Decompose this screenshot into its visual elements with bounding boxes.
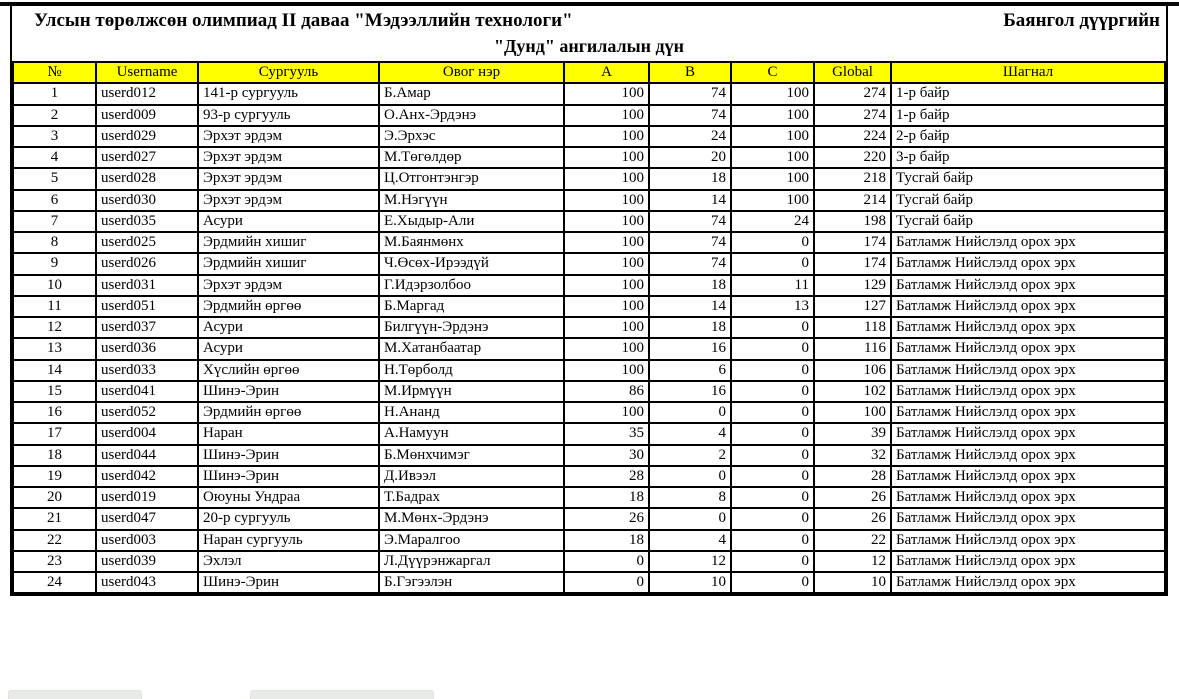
- cell-name: А.Намуун: [379, 423, 564, 444]
- cell-school: Наран: [198, 423, 379, 444]
- header-global: Global: [814, 62, 891, 83]
- cell-award: 1-р байр: [891, 83, 1165, 104]
- cell-number: 16: [13, 402, 96, 423]
- cell-award: Батламж Нийслэлд орох эрх: [891, 466, 1165, 487]
- cell-school: Эрхэт эрдэм: [198, 275, 379, 296]
- table-row: [13, 402, 1165, 423]
- cell-score-b: 10: [649, 572, 731, 593]
- cell-name: Билгүүн-Эрдэнэ: [379, 317, 564, 338]
- cell-score-c: 100: [731, 190, 814, 211]
- cell-award: Тусгай байр: [891, 168, 1165, 189]
- cell-score-b: 74: [649, 211, 731, 232]
- cell-score-b: 74: [649, 83, 731, 104]
- cell-global: 22: [814, 530, 891, 551]
- cell-number: 11: [13, 296, 96, 317]
- cell-award: Тусгай байр: [891, 190, 1165, 211]
- cell-school: Шинэ-Эрин: [198, 572, 379, 593]
- cell-score-b: 0: [649, 508, 731, 529]
- cell-name: Б.Гэгээлэн: [379, 572, 564, 593]
- cell-score-c: 0: [731, 551, 814, 572]
- cell-score-a: 35: [564, 423, 649, 444]
- cell-username: userd041: [96, 381, 198, 402]
- cell-name: Т.Бадрах: [379, 487, 564, 508]
- cell-name: Н.Төрболд: [379, 360, 564, 381]
- bottom-cutoff-artifact-2: [250, 690, 434, 699]
- cell-name: Е.Хыдыр-Али: [379, 211, 564, 232]
- cell-award: Батламж Нийслэлд орох эрх: [891, 530, 1165, 551]
- cell-username: userd028: [96, 168, 198, 189]
- cell-number: 15: [13, 381, 96, 402]
- cell-number: 3: [13, 126, 96, 147]
- cell-score-a: 0: [564, 551, 649, 572]
- cell-score-b: 18: [649, 168, 731, 189]
- header-username: Username: [96, 62, 198, 83]
- cell-username: userd004: [96, 423, 198, 444]
- cell-score-a: 0: [564, 572, 649, 593]
- cell-name: Н.Ананд: [379, 402, 564, 423]
- cell-name: Б.Мөнхчимэг: [379, 445, 564, 466]
- cell-name: Д.Ивээл: [379, 466, 564, 487]
- cell-school: Шинэ-Эрин: [198, 445, 379, 466]
- cell-score-a: 100: [564, 126, 649, 147]
- results-sheet: [10, 2, 1168, 596]
- cell-global: 220: [814, 147, 891, 168]
- cell-score-b: 2: [649, 445, 731, 466]
- table-row: [13, 253, 1165, 274]
- cell-score-b: 12: [649, 551, 731, 572]
- header-name: Овог нэр: [379, 62, 564, 83]
- cell-school: Асури: [198, 211, 379, 232]
- cell-score-b: 18: [649, 275, 731, 296]
- cell-score-a: 100: [564, 253, 649, 274]
- cell-score-b: 6: [649, 360, 731, 381]
- cell-score-b: 14: [649, 190, 731, 211]
- cell-award: Батламж Нийслэлд орох эрх: [891, 402, 1165, 423]
- table-row: [13, 530, 1165, 551]
- table-row: [13, 296, 1165, 317]
- cell-number: 9: [13, 253, 96, 274]
- cell-number: 13: [13, 338, 96, 359]
- cell-global: 102: [814, 381, 891, 402]
- cell-global: 198: [814, 211, 891, 232]
- cell-score-a: 30: [564, 445, 649, 466]
- cell-number: 19: [13, 466, 96, 487]
- header-score-a: A: [564, 62, 649, 83]
- cell-score-a: 100: [564, 296, 649, 317]
- cell-global: 274: [814, 105, 891, 126]
- document-title: Улсын төрөлжсөн олимпиад II даваа "Мэдээллийн технологи": [34, 10, 573, 31]
- table-row: [13, 423, 1165, 444]
- cell-name: М.Хатанбаатар: [379, 338, 564, 359]
- cell-username: userd047: [96, 508, 198, 529]
- cell-username: userd029: [96, 126, 198, 147]
- cell-award: Батламж Нийслэлд орох эрх: [891, 253, 1165, 274]
- results-table: [12, 61, 1166, 594]
- cell-school: Эрхэт эрдэм: [198, 190, 379, 211]
- cell-school: Оюуны Ундраа: [198, 487, 379, 508]
- header-award: Шагнал: [891, 62, 1165, 83]
- cell-username: userd031: [96, 275, 198, 296]
- cell-number: 5: [13, 168, 96, 189]
- cell-number: 6: [13, 190, 96, 211]
- cell-school: Эрдмийн хишиг: [198, 253, 379, 274]
- cell-score-c: 11: [731, 275, 814, 296]
- cell-score-c: 24: [731, 211, 814, 232]
- cell-score-c: 0: [731, 253, 814, 274]
- cell-username: userd039: [96, 551, 198, 572]
- cell-username: userd030: [96, 190, 198, 211]
- cell-name: Э.Эрхэс: [379, 126, 564, 147]
- cell-number: 7: [13, 211, 96, 232]
- cell-award: Батламж Нийслэлд орох эрх: [891, 381, 1165, 402]
- table-row: [13, 445, 1165, 466]
- cell-global: 26: [814, 487, 891, 508]
- header-score-c: C: [731, 62, 814, 83]
- cell-award: Батламж Нийслэлд орох эрх: [891, 317, 1165, 338]
- document-subtitle: "Дунд" ангилалын дүн: [493, 36, 685, 56]
- cell-score-a: 100: [564, 232, 649, 253]
- cell-name: Л.Дүүрэнжаргал: [379, 551, 564, 572]
- cell-score-c: 100: [731, 105, 814, 126]
- cell-number: 12: [13, 317, 96, 338]
- cell-name: О.Анх-Эрдэнэ: [379, 105, 564, 126]
- cell-score-c: 0: [731, 360, 814, 381]
- cell-score-a: 100: [564, 317, 649, 338]
- cell-global: 32: [814, 445, 891, 466]
- cell-award: Батламж Нийслэлд орох эрх: [891, 296, 1165, 317]
- cell-school: Асури: [198, 338, 379, 359]
- cell-global: 10: [814, 572, 891, 593]
- cell-global: 118: [814, 317, 891, 338]
- cell-award: Батламж Нийслэлд орох эрх: [891, 423, 1165, 444]
- cell-number: 2: [13, 105, 96, 126]
- cell-school: Эрхэт эрдэм: [198, 147, 379, 168]
- cell-name: Г.Идэрзолбоо: [379, 275, 564, 296]
- cell-global: 174: [814, 253, 891, 274]
- cell-username: userd009: [96, 105, 198, 126]
- cell-score-c: 0: [731, 232, 814, 253]
- cell-score-a: 100: [564, 211, 649, 232]
- cell-school: Эрдмийн өргөө: [198, 402, 379, 423]
- table-row: [13, 275, 1165, 296]
- table-row: [13, 551, 1165, 572]
- cell-global: 224: [814, 126, 891, 147]
- cell-username: userd036: [96, 338, 198, 359]
- cell-name: М.Төгөлдөр: [379, 147, 564, 168]
- cell-school: Шинэ-Эрин: [198, 381, 379, 402]
- cell-score-c: 0: [731, 445, 814, 466]
- cell-score-c: 0: [731, 402, 814, 423]
- cell-number: 14: [13, 360, 96, 381]
- cell-score-c: 0: [731, 572, 814, 593]
- cell-global: 129: [814, 275, 891, 296]
- table-row: [13, 572, 1165, 593]
- cell-award: Батламж Нийслэлд орох эрх: [891, 338, 1165, 359]
- cell-award: Батламж Нийслэлд орох эрх: [891, 445, 1165, 466]
- cell-number: 24: [13, 572, 96, 593]
- cell-school: Эрдмийн хишиг: [198, 232, 379, 253]
- table-row: [13, 232, 1165, 253]
- cell-school: Эрхэт эрдэм: [198, 168, 379, 189]
- cell-score-b: 14: [649, 296, 731, 317]
- table-row: [13, 147, 1165, 168]
- cell-number: 23: [13, 551, 96, 572]
- cell-global: 100: [814, 402, 891, 423]
- table-row: [13, 508, 1165, 529]
- cell-name: М.Ирмүүн: [379, 381, 564, 402]
- cell-username: userd027: [96, 147, 198, 168]
- cell-name: Э.Маралгоо: [379, 530, 564, 551]
- cell-score-b: 18: [649, 317, 731, 338]
- cell-number: 22: [13, 530, 96, 551]
- cell-username: userd003: [96, 530, 198, 551]
- table-row: [13, 211, 1165, 232]
- cell-score-c: 100: [731, 147, 814, 168]
- table-row: [13, 381, 1165, 402]
- cell-username: userd033: [96, 360, 198, 381]
- table-row: [13, 466, 1165, 487]
- cell-score-c: 0: [731, 381, 814, 402]
- cell-score-b: 16: [649, 338, 731, 359]
- cell-username: userd019: [96, 487, 198, 508]
- cell-score-c: 100: [731, 83, 814, 104]
- cell-name: Б.Амар: [379, 83, 564, 104]
- cell-score-a: 100: [564, 147, 649, 168]
- cell-school: 141-р сургууль: [198, 83, 379, 104]
- cell-award: Батламж Нийслэлд орох эрх: [891, 572, 1165, 593]
- cell-score-a: 100: [564, 190, 649, 211]
- cell-award: 1-р байр: [891, 105, 1165, 126]
- cell-school: Наран сургууль: [198, 530, 379, 551]
- cell-score-c: 100: [731, 168, 814, 189]
- cell-score-a: 100: [564, 275, 649, 296]
- table-row: [13, 360, 1165, 381]
- table-row: [13, 168, 1165, 189]
- cell-global: 26: [814, 508, 891, 529]
- table-row: [13, 317, 1165, 338]
- cell-score-a: 100: [564, 402, 649, 423]
- cell-global: 274: [814, 83, 891, 104]
- cell-number: 18: [13, 445, 96, 466]
- table-row: [13, 126, 1165, 147]
- bottom-cutoff-artifact-1: [8, 690, 142, 699]
- cell-score-b: 4: [649, 423, 731, 444]
- cell-username: userd051: [96, 296, 198, 317]
- cell-username: userd044: [96, 445, 198, 466]
- cell-name: М.Баянмөнх: [379, 232, 564, 253]
- table-row: [13, 487, 1165, 508]
- cell-score-a: 18: [564, 530, 649, 551]
- cell-score-a: 100: [564, 105, 649, 126]
- cell-username: userd042: [96, 466, 198, 487]
- cell-score-b: 74: [649, 105, 731, 126]
- table-row: [13, 338, 1165, 359]
- cell-global: 39: [814, 423, 891, 444]
- table-header-row: [13, 62, 1165, 83]
- cell-name: Б.Маргад: [379, 296, 564, 317]
- cell-score-a: 100: [564, 168, 649, 189]
- cell-score-a: 26: [564, 508, 649, 529]
- cell-name: М.Нэгүүн: [379, 190, 564, 211]
- cell-name: Ц.Отгонтэнгэр: [379, 168, 564, 189]
- cell-global: 218: [814, 168, 891, 189]
- header-number: №: [13, 62, 96, 83]
- cell-award: 2-р байр: [891, 126, 1165, 147]
- cell-name: М.Мөнх-Эрдэнэ: [379, 508, 564, 529]
- cell-score-c: 0: [731, 530, 814, 551]
- cell-username: userd052: [96, 402, 198, 423]
- cell-school: Эрдмийн өргөө: [198, 296, 379, 317]
- cell-number: 8: [13, 232, 96, 253]
- cell-number: 1: [13, 83, 96, 104]
- cell-number: 10: [13, 275, 96, 296]
- cell-score-c: 0: [731, 317, 814, 338]
- cell-username: userd026: [96, 253, 198, 274]
- cell-award: Батламж Нийслэлд орох эрх: [891, 275, 1165, 296]
- cell-score-b: 4: [649, 530, 731, 551]
- cell-score-b: 24: [649, 126, 731, 147]
- table-row: [13, 83, 1165, 104]
- cell-score-b: 8: [649, 487, 731, 508]
- cell-award: Батламж Нийслэлд орох эрх: [891, 487, 1165, 508]
- cell-global: 106: [814, 360, 891, 381]
- cell-username: userd025: [96, 232, 198, 253]
- cell-score-a: 86: [564, 381, 649, 402]
- cell-score-a: 100: [564, 83, 649, 104]
- cell-score-b: 0: [649, 402, 731, 423]
- header-school: Сургууль: [198, 62, 379, 83]
- cell-global: 214: [814, 190, 891, 211]
- table-row: [13, 105, 1165, 126]
- cell-score-c: 13: [731, 296, 814, 317]
- cell-school: 93-р сургууль: [198, 105, 379, 126]
- cell-school: Эхлэл: [198, 551, 379, 572]
- cell-global: 12: [814, 551, 891, 572]
- cell-score-b: 0: [649, 466, 731, 487]
- cell-award: Тусгай байр: [891, 211, 1165, 232]
- cell-score-c: 100: [731, 126, 814, 147]
- cell-award: Батламж Нийслэлд орох эрх: [891, 360, 1165, 381]
- cell-score-a: 28: [564, 466, 649, 487]
- cell-award: Батламж Нийслэлд орох эрх: [891, 551, 1165, 572]
- table-row: [13, 190, 1165, 211]
- cell-name: Ч.Өсөх-Ирээдүй: [379, 253, 564, 274]
- cell-number: 21: [13, 508, 96, 529]
- cell-number: 4: [13, 147, 96, 168]
- cell-score-b: 16: [649, 381, 731, 402]
- cell-school: 20-р сургууль: [198, 508, 379, 529]
- cell-global: 28: [814, 466, 891, 487]
- cell-award: Батламж Нийслэлд орох эрх: [891, 232, 1165, 253]
- cell-score-a: 100: [564, 360, 649, 381]
- title-block: [12, 6, 1166, 61]
- cell-score-c: 0: [731, 466, 814, 487]
- cell-score-b: 20: [649, 147, 731, 168]
- district-label: Баянгол дүүргийн: [1003, 10, 1160, 31]
- cell-score-a: 18: [564, 487, 649, 508]
- cell-global: 127: [814, 296, 891, 317]
- header-score-b: B: [649, 62, 731, 83]
- cell-school: Хүслийн өргөө: [198, 360, 379, 381]
- cell-score-c: 0: [731, 487, 814, 508]
- cell-number: 20: [13, 487, 96, 508]
- cell-username: userd012: [96, 83, 198, 104]
- cell-school: Асури: [198, 317, 379, 338]
- cell-award: Батламж Нийслэлд орох эрх: [891, 508, 1165, 529]
- cell-award: 3-р байр: [891, 147, 1165, 168]
- cell-username: userd037: [96, 317, 198, 338]
- cell-score-c: 0: [731, 338, 814, 359]
- cell-global: 116: [814, 338, 891, 359]
- cell-school: Шинэ-Эрин: [198, 466, 379, 487]
- cell-score-c: 0: [731, 423, 814, 444]
- cell-score-b: 74: [649, 253, 731, 274]
- cell-score-b: 74: [649, 232, 731, 253]
- cell-username: userd043: [96, 572, 198, 593]
- cell-global: 174: [814, 232, 891, 253]
- cell-school: Эрхэт эрдэм: [198, 126, 379, 147]
- cell-score-c: 0: [731, 508, 814, 529]
- cell-username: userd035: [96, 211, 198, 232]
- cell-score-a: 100: [564, 338, 649, 359]
- cell-number: 17: [13, 423, 96, 444]
